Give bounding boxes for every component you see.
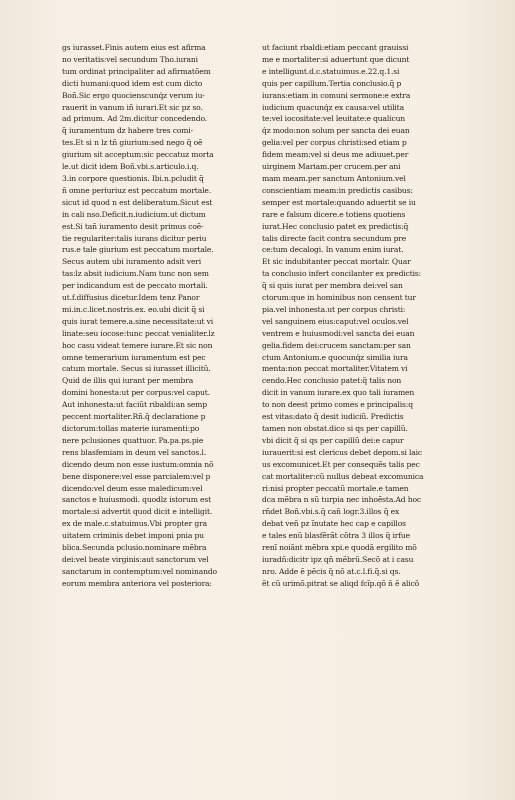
text-line: nere pclusiones quattuor. Pa.pa.ps.pie: [62, 435, 204, 445]
text-line: iurat.Hec conclusio patet ex predictis:q̃: [262, 221, 409, 231]
text-line: rus.e tale giurium est peccatum mortale.: [62, 245, 214, 255]
text-line: rare e falsum dicere.e totiens quotiens: [262, 209, 406, 219]
text-line: omne temerarium iuramentum est pec: [62, 352, 206, 362]
text-line: iuradñ:dicitr ipz qñ mẽbrũ.Secõ at i casu: [262, 554, 414, 564]
column-gutter: [250, 40, 251, 680]
text-line: in cali nso.Deficit.n.iudicium.ut dictum: [62, 209, 206, 219]
text-line: cat mortaliter:cũ nullus debeat excomunica: [262, 471, 424, 481]
text-line: mortale:si advertit quod dicit e intelligit.: [62, 507, 213, 517]
text-line: renĩ noiãnt mẽbra xpi.e quodã ergilito mõ: [262, 543, 417, 553]
text-line: ad primum. Ad 2m.dicitur concedendo.: [62, 114, 208, 124]
text-line: to non deest primo comes e principalis:q: [262, 400, 413, 410]
right-text-column: [262, 42, 462, 590]
text-line: ẽt cũ urimõ.pitrat se aliqd fcĩp.qõ ñ ẽ alicõ: [262, 578, 420, 588]
text-line: q́z modo:non solum per sancta dei euan: [262, 126, 410, 136]
text-line: le.ut dicit idem Boñ.vbi.s.articulo.i.q.: [62, 162, 199, 172]
text-line: ut.f.diffusius dicetur.Idem tenz Panor: [62, 293, 200, 303]
text-line: Et sic indubitanter peccat mortalr. Quar: [262, 257, 411, 267]
text-line: ut faciunt rbaldi:etiam peccant grauissi: [262, 43, 409, 52]
text-line: cendo.Hec conclusio patet:q̃ talis non: [262, 376, 402, 386]
text-line: Quid de illis qui iurant per membra: [62, 376, 194, 386]
text-line: Aut inhonesta:ut faciũt ribaldi:an semp: [62, 400, 207, 410]
text-line: linate:seu iocose:tunc peccat venialiter.lz: [62, 328, 215, 338]
text-line: conscientiam meam:in predictis casibus:: [262, 185, 413, 195]
text-line: q̃ iuramentum dz habere tres comi-: [62, 126, 194, 136]
text-line: domini honesta:ut per corpus:vel caput.: [62, 388, 210, 398]
text-line: sanctarum in contemptum:vel nominando: [62, 566, 217, 576]
text-line: rñdet Boñ.vbi.s.q̃ cañ logr.3.illos q̃ ex: [262, 507, 400, 517]
text-line: ctorum:que in hominibus non censent tur: [262, 293, 416, 303]
text-line: semper est mortale:quando aduertit se iu: [262, 197, 416, 207]
text-line: tes.Et si n lz tñ giurium:sed nego q̃ oẽ: [62, 138, 203, 148]
text-line: dicti humani:quod idem est cum dicto: [62, 78, 203, 88]
text-line: gelia:vel per corpus christi:sed etiam p: [262, 138, 407, 148]
text-line: ventrem e huiusmodi:vel sancta dei euan: [262, 328, 415, 338]
text-line: ce:tum decalogi. In vanum enim iurat.: [262, 245, 404, 255]
text-line: tum ordinat principaliter ad afirmatõem: [62, 66, 211, 76]
text-line: q̃ si quis iurat per membra dei:vel san: [262, 281, 403, 291]
text-line: ex de male.c.statuimus.Vbi propter gra: [62, 519, 207, 529]
text-line: ri:nisi propter peccatũ mortale.e tamen: [262, 483, 409, 493]
text-line: rens blasfemiam in deum vel sanctos.l.: [62, 447, 206, 457]
text-line: ta conclusio infert concilanter ex predictis:: [262, 269, 422, 279]
text-line: giurium sit acceptum:sic peccatuz morta: [62, 150, 214, 160]
text-line: sicut id quod n est deliberatum.Sicut est: [62, 197, 213, 207]
text-line: hoc casu videat temere iurare.Et sic non: [62, 340, 213, 350]
text-line: no veritatis:vel secundum Tho.iurani: [62, 54, 198, 64]
text-line: mam meam.per sanctum Antonium.vel: [262, 173, 406, 183]
text-line: ñ omne periuriuz est peccatum mortale.: [62, 185, 211, 195]
text-line: gs iurasset.Finis autem eius est afirma: [62, 43, 206, 52]
text-line: rauerit in vanum iñ iurari.Et sic pz so.: [62, 102, 203, 112]
text-line: est.Si tañ iuramento desit primus coẽ-: [62, 221, 204, 231]
text-line: tas:lz absit iudicium.Nam tunc non sem: [62, 269, 209, 279]
text-line: debat veñ pz ĩnutate hec cap e capillos: [262, 519, 406, 529]
text-line: iurans:etiam in comuni sermone:e extra: [262, 90, 411, 100]
text-line: e tales enũ blasfẽrãt cõtra 3 illos q̃ irfue: [262, 531, 410, 541]
text-line: vel sanguinem eius:caput:vel oculos.vel: [262, 316, 409, 326]
text-line: iudicium quacunq́z ex causa:vel utilita: [262, 102, 404, 112]
text-line: uirginem Mariam.per crucem.per ani: [262, 162, 401, 172]
text-line: ctum Antonium.e quocunq́z similia iura: [262, 352, 408, 362]
text-line: talis directe facit contra secundum pre: [262, 233, 407, 243]
text-line: dca mẽbra n sũ turpia nec inhoẽsta.Ad hoc: [262, 495, 422, 505]
text-line: pia.vel inhonesta.ut per corpus christi:: [262, 304, 406, 314]
text-line: menta:non peccat mortaliter.Vitatem vi: [262, 364, 408, 374]
text-line: mi.in.c.licet.nostris.ex. eo.ubi dicit q̃ si: [62, 304, 205, 314]
text-line: dictorum:tollas materie iuramenti:po: [62, 424, 200, 433]
left-text-column: [62, 42, 257, 590]
text-line: catum mortale. Secus si iurasset illicitũ.: [62, 364, 211, 374]
text-line: 3.in corpore questionis. Ibi.n.pcludit q̃: [62, 173, 204, 183]
text-line: per indicandum est de peccato mortali.: [62, 281, 208, 291]
text-line: nro. Adde ẽ pẽcis q̃ nõ at.c.l.fi.q̃.si qs.: [262, 566, 401, 576]
text-line: blica.Secunda pclusio.nominare mẽbra: [62, 543, 207, 553]
text-line: sanctos e huiusmodi. quodlz istorum est: [62, 495, 212, 505]
text-line: dicit in vanum iurare.ex quo tali iuramen: [262, 388, 415, 398]
text-line: quis per capillum.Tertia conclusio.q̃ p: [262, 78, 402, 88]
text-line: tie regulariter:talis iurans dicitur periu: [62, 233, 207, 243]
text-line: vbi dicit q̃ si qs per capillũ dei:e capur: [262, 435, 404, 445]
text-line: est vitas:dato q̃ desit iudiciũ. Predictis: [262, 412, 404, 422]
text-line: e intelligunt.d.c.statuimus.e.22.q.1.si: [262, 66, 400, 76]
text-line: uitatem criminis debet imponi pnia pu: [62, 531, 204, 541]
text-line: us excomunicet.Et per consequẽs talis pec: [262, 459, 420, 469]
text-line: te:vel iocositate:vel leuitate:e qualicun: [262, 114, 406, 124]
text-line: me e mortaliter:si aduertunt que dicunt: [262, 54, 410, 64]
text-line: dicendo:vel deum esse maledicum:vel: [62, 483, 203, 493]
text-line: iurauerit:si est clericus debet depom.si laic: [262, 447, 423, 457]
text-line: fidem meam:vel si deus me adiuuet.per: [262, 150, 409, 160]
text-line: dicendo deum non esse iustum:omnia nõ: [62, 459, 214, 469]
text-line: eorum membra anteriora vel posteriora:: [62, 578, 212, 588]
text-line: quis iurat temere.a.sine necessitate:ut vi: [62, 316, 214, 326]
text-line: bene disponere:vel esse parcialem:vel p: [62, 471, 211, 481]
text-line: Boñ.Sic ergo quocienscunq́z verum iu-: [62, 90, 205, 100]
text-line: peccent mortaliter.Rñ.q̃ declaratione p: [62, 412, 206, 422]
text-line: gelia.fidem dei:crucem sanctam:per san: [262, 340, 411, 350]
text-line: dei:vel beate virginis:aut sanctorum vel: [62, 554, 209, 564]
text-line: tamen non obstat.dico si qs per capillũ.: [262, 424, 408, 433]
text-line: Secus autem ubi iuramento adsit veri: [62, 257, 202, 267]
